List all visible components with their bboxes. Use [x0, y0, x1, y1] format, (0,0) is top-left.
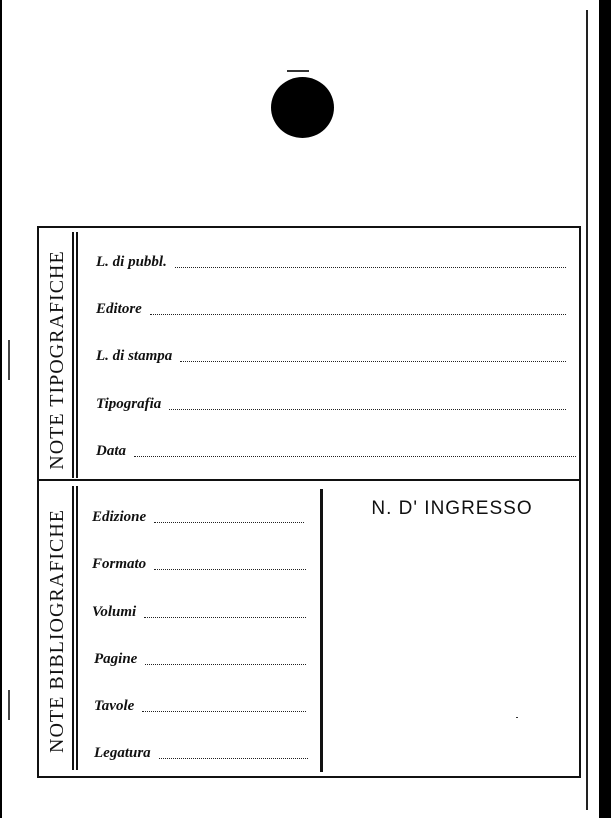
field-editore[interactable]	[96, 301, 566, 318]
numero-ingresso-label: N. D' INGRESSO	[371, 498, 533, 519]
field-label: Editore	[96, 301, 142, 317]
field-line	[150, 313, 566, 315]
field-volumi[interactable]	[92, 604, 306, 621]
title-rule	[76, 232, 78, 478]
field-label: Formato	[92, 556, 147, 572]
field-tipografia[interactable]	[96, 396, 566, 413]
field-line	[169, 408, 566, 410]
field-line	[134, 455, 576, 457]
title-rule	[72, 486, 74, 770]
column-divider	[320, 489, 323, 772]
field-label: L. di pubbl.	[96, 254, 167, 270]
field-formato[interactable]	[92, 556, 306, 573]
title-rule	[76, 486, 78, 770]
scan-mark	[8, 690, 10, 720]
field-label: Tavole	[94, 698, 135, 714]
field-label: Tipografia	[96, 396, 162, 412]
field-tavole[interactable]	[94, 698, 306, 715]
field-label: Data	[96, 443, 126, 459]
field-legatura[interactable]	[94, 745, 308, 762]
scan-mark	[8, 340, 10, 380]
section-title-bibliografiche: NOTE BIBLIOGRAFICHE	[46, 509, 68, 753]
field-label: L. di stampa	[96, 348, 173, 364]
field-line	[175, 266, 566, 268]
field-label: Edizione	[92, 509, 147, 525]
field-edizione[interactable]	[92, 509, 304, 526]
field-line	[154, 568, 306, 570]
section-title-tipografiche: NOTE TIPOGRAFICHE	[46, 250, 68, 470]
field-luogo-pubblicazione[interactable]	[96, 254, 566, 271]
title-rule	[72, 232, 74, 478]
scan-border-right	[599, 0, 611, 818]
field-label: Pagine	[94, 651, 138, 667]
field-label: Legatura	[94, 745, 151, 761]
field-luogo-stampa[interactable]	[96, 348, 566, 365]
scan-speck	[516, 717, 518, 718]
field-line	[180, 360, 566, 362]
field-label: Volumi	[92, 604, 137, 620]
punch-hole	[271, 77, 334, 138]
field-line	[159, 757, 308, 759]
field-pagine[interactable]	[94, 651, 306, 668]
field-line	[144, 616, 306, 618]
field-line	[142, 710, 306, 712]
field-line	[145, 663, 306, 665]
punch-nick	[287, 70, 309, 72]
card-edge-line	[586, 10, 588, 810]
field-line	[154, 521, 304, 523]
field-data[interactable]	[96, 443, 576, 460]
section-divider	[37, 479, 579, 481]
